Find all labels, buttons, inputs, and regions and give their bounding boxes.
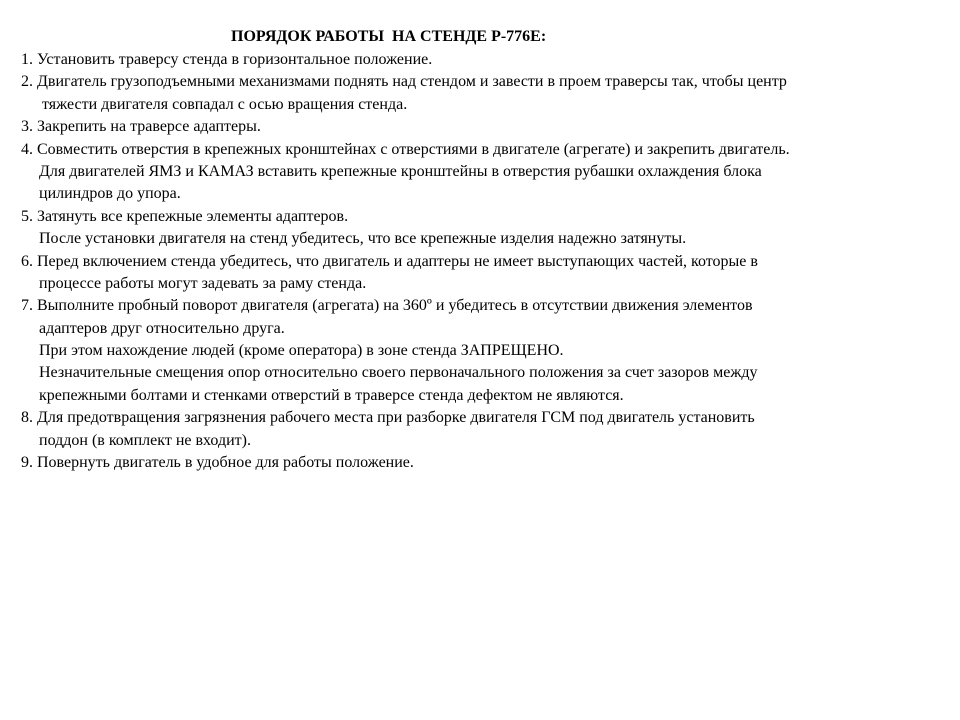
instruction-step-line: 4. Совместить отверстия в крепежных кронштейнах с отверстиями в двигателе (агрегате) и закрепить двигатель. — [21, 140, 790, 158]
instruction-continuation-line: Для двигателей ЯМЗ и КАМАЗ вставить крепежные кронштейны в отверстия рубашки охлаждения блока — [39, 162, 762, 180]
instruction-step-line: 8. Для предотвращения загрязнения рабочего места при разборке двигателя ГСМ под двигатель установить — [21, 409, 755, 427]
instruction-continuation-line: Незначительные смещения опор относительно своего первоначального положения за счет зазоров между — [39, 364, 758, 382]
instruction-step-line: 6. Перед включением стенда убедитесь, что двигатель и адаптеры не имеет выступающих частей, которые в — [21, 252, 758, 270]
instruction-continuation-line: цилиндров до упора. — [39, 185, 181, 203]
document-title: ПОРЯДОК РАБОТЫ НА СТЕНДЕ Р-776Е: — [231, 28, 547, 45]
instruction-continuation-line: поддон (в комплект не входит). — [39, 431, 251, 449]
instruction-step-line: 7. Выполните пробный поворот двигателя (агрегата) на 360º и убедитесь в отсутствии движения элементов — [21, 297, 753, 315]
instruction-continuation-line: процессе работы могут задевать за раму стенда. — [39, 274, 367, 292]
instruction-step-line: 5. Затянуть все крепежные элементы адаптеров. — [21, 207, 349, 225]
instruction-step-line: 3. Закрепить на траверсе адаптеры. — [21, 118, 261, 136]
instruction-list — [21, 49, 941, 474]
instruction-continuation-line: тяжести двигателя совпадал с осью вращения стенда. — [42, 95, 408, 113]
instruction-step-line: 1. Установить траверсу стенда в горизонтальное положение. — [21, 51, 433, 68]
instruction-step-line: 2. Двигатель грузоподъемными механизмами поднять над стендом и завести в проем траверсы так, чтобы центр — [21, 73, 787, 91]
instruction-continuation-line: крепежными болтами и стенками отверстий в траверсе стенда дефектом не являются. — [39, 386, 624, 404]
instruction-continuation-line: После установки двигателя на стенд убедитесь, что все крепежные изделия надежно затянуты. — [39, 230, 687, 248]
instruction-continuation-line: При этом нахождение людей (кроме оператора) в зоне стенда ЗАПРЕЩЕНО. — [39, 342, 564, 360]
instruction-continuation-line: адаптеров друг относительно друга. — [39, 319, 285, 337]
instruction-step-line: 9. Повернуть двигатель в удобное для работы положение. — [21, 454, 414, 472]
